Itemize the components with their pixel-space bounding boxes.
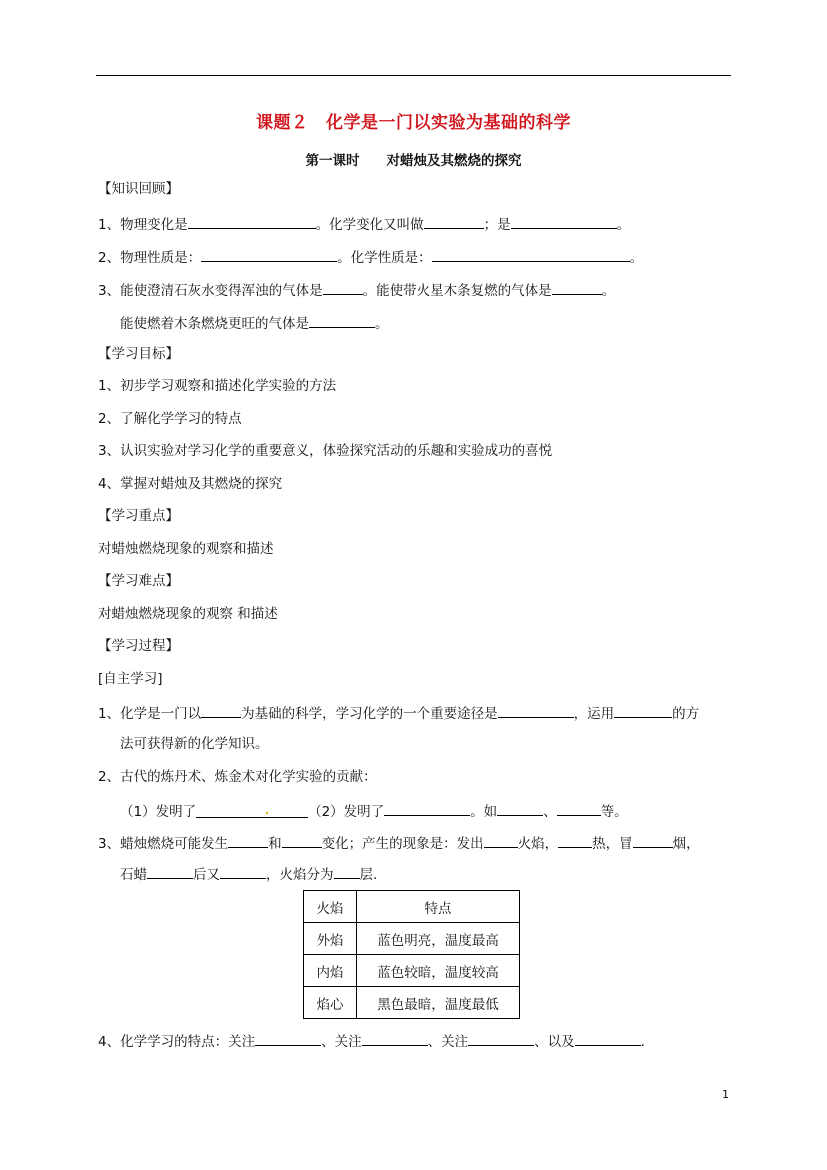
goal-item: 4、掌握对蜡烛及其燃烧的探究 <box>98 476 283 492</box>
table-cell: 黑色最暗，温度最低 <box>357 987 520 1019</box>
study-q4: 4、化学学习的特点：关注 、关注 、关注 、以及 . <box>98 1031 645 1051</box>
table-row <box>304 955 520 987</box>
answer-blank[interactable] <box>633 833 673 848</box>
goal-item: 3、认识实验对学习化学的重要意义，体验探究活动的乐趣和实验成功的喜悦 <box>98 443 553 459</box>
answer-blank[interactable] <box>497 801 543 816</box>
study-q2-items: （1）发明了 （2）发明了 。如 、 等。 <box>120 801 628 821</box>
answer-blank[interactable] <box>201 703 241 718</box>
goal-item: 1、初步学习观察和描述化学实验的方法 <box>98 378 337 394</box>
review-q2: 2、物理性质是： 。化学性质是： 。 <box>98 247 643 267</box>
table-header: 火焰 <box>304 891 357 923</box>
focus-heading: 【学习重点】 <box>98 508 179 524</box>
answer-blank[interactable] <box>552 280 602 295</box>
study-q3-cont: 石蜡 后又 ，火焰分为 层. <box>120 864 377 884</box>
difficulty-text: 对蜡烛燃烧现象的观察 和描述 <box>98 606 278 622</box>
study-q3: 3、蜡烛燃烧可能发生 和 变化；产生的现象是：发出 火焰， 热，冒 烟， <box>98 833 700 853</box>
answer-blank[interactable] <box>309 313 375 328</box>
goals-heading: 【学习目标】 <box>98 346 179 362</box>
answer-blank[interactable] <box>432 247 630 262</box>
study-q1-cont: 法可获得新的化学知识。 <box>120 736 269 752</box>
answer-blank[interactable] <box>362 1031 428 1046</box>
page-subtitle: 第一课时 对蜡烛及其燃烧的探究 <box>305 153 522 169</box>
self-study-label: [自主学习] <box>98 671 163 687</box>
table-cell: 蓝色较暗，温度较高 <box>357 955 520 987</box>
answer-blank[interactable] <box>188 214 316 229</box>
answer-blank[interactable] <box>384 801 470 816</box>
difficulty-heading: 【学习难点】 <box>98 573 179 589</box>
process-heading: 【学习过程】 <box>98 638 179 654</box>
answer-blank[interactable] <box>196 803 308 818</box>
answer-blank[interactable] <box>201 247 337 262</box>
answer-blank[interactable] <box>255 1031 321 1046</box>
answer-blank[interactable] <box>220 864 266 879</box>
answer-blank[interactable] <box>575 1031 641 1046</box>
review-q3-cont: 能使燃着木条燃烧更旺的气体是 。 <box>120 313 389 333</box>
review-heading: 【知识回顾】 <box>98 181 179 197</box>
focus-text: 对蜡烛燃烧现象的观察和描述 <box>98 541 274 557</box>
answer-blank[interactable] <box>323 280 363 295</box>
answer-blank[interactable] <box>557 801 601 816</box>
page-title: 课题２ 化学是一门以实验为基础的科学 <box>256 113 571 133</box>
answer-blank[interactable] <box>468 1031 534 1046</box>
answer-blank[interactable] <box>484 833 518 848</box>
answer-blank[interactable] <box>511 214 617 229</box>
table-row <box>304 923 520 955</box>
header-rule <box>96 75 731 76</box>
answer-blank[interactable] <box>558 833 592 848</box>
review-q1: 1、物理变化是 。化学变化又叫做 ；是 。 <box>98 214 630 234</box>
goal-item: 2、了解化学学习的特点 <box>98 411 242 427</box>
table-cell: 蓝色明亮，温度最高 <box>357 923 520 955</box>
answer-blank[interactable] <box>334 864 360 879</box>
table-row <box>304 987 520 1019</box>
answer-blank[interactable] <box>498 703 574 718</box>
table-header: 特点 <box>357 891 520 923</box>
study-q2: 2、古代的炼丹术、炼金术对化学实验的贡献： <box>98 769 377 785</box>
answer-blank[interactable] <box>424 214 484 229</box>
table-header-row <box>304 891 520 923</box>
study-q1: 1、化学是一门以 为基础的科学，学习化学的一个重要途径是 ，运用 的方 <box>98 703 699 723</box>
answer-blank[interactable] <box>147 864 193 879</box>
table-cell: 外焰 <box>304 923 357 955</box>
answer-blank[interactable] <box>228 833 268 848</box>
table-cell: 内焰 <box>304 955 357 987</box>
review-q3: 3、能使澄清石灰水变得浑浊的气体是 。能使带火星木条复燃的气体是 。 <box>98 280 615 300</box>
table-cell: 焰心 <box>304 987 357 1019</box>
answer-blank[interactable] <box>282 833 322 848</box>
answer-blank[interactable] <box>614 703 672 718</box>
flame-table <box>303 890 520 1019</box>
page-number: 1 <box>722 1088 729 1101</box>
